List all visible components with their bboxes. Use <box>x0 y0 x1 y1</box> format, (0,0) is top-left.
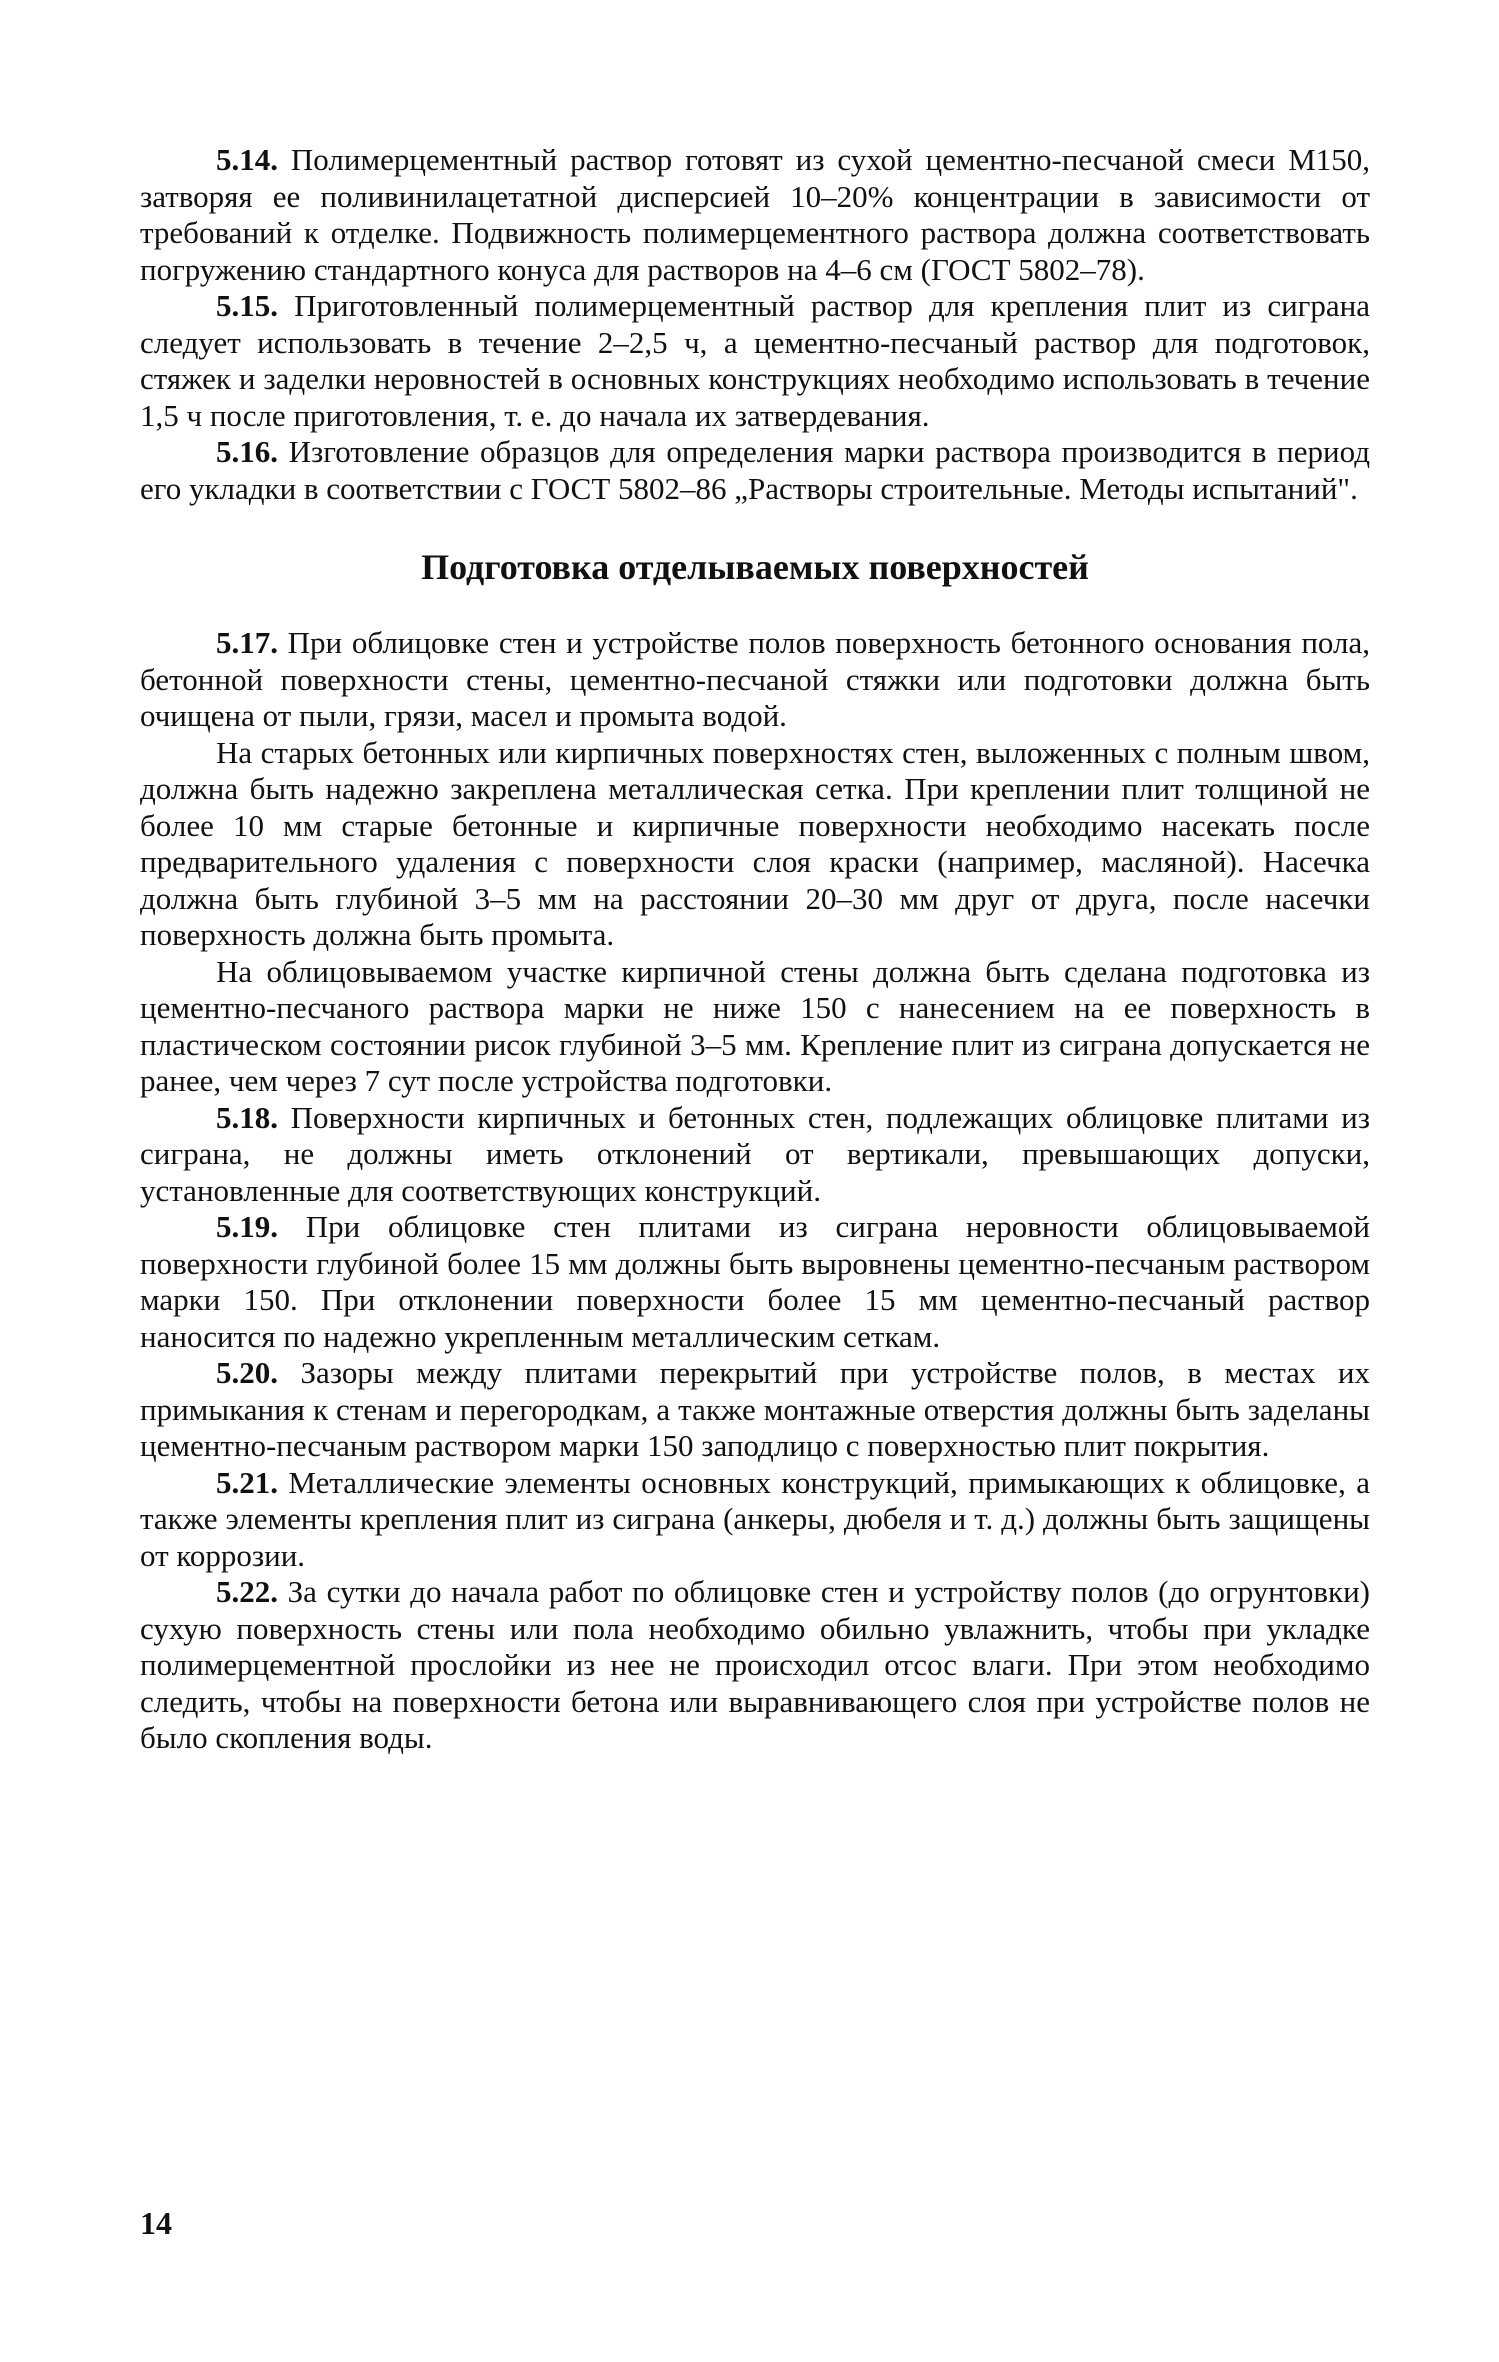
paragraph-5-18 <box>140 1100 1370 1210</box>
paragraph-number: 5.18. <box>216 1099 278 1135</box>
paragraph-5-17 <box>140 625 1370 735</box>
paragraph-text: Зазоры между плитами перекрытий при устройстве полов, в местах их примыкания к стенам и перегородкам, а также монтажные отверстия должны быть заделаны цементно-песчаным раствором марки 150 заподлицо с поверхностью плит покрытия. <box>140 1355 1370 1463</box>
paragraph-5-21 <box>140 1465 1370 1575</box>
paragraph-text: Поверхности кирпичных и бетонных стен, подлежащих облицовке плитами из сиграна, не должны иметь отклонений от вертикали, превышающих допуски, установленные для соответствующих конструкций. <box>140 1099 1371 1208</box>
paragraph-text: За сутки до начала работ по облицовке стен и устройству полов (до огрунтовки) сухую поверхность стены или пола необходимо обильно увлажнить, чтобы при укладке полимерцементной прослойки из нее не происходил отсос влаги. При этом необходимо следить, чтобы на поверхности бетона или выравнивающего слоя при устройстве полов не было скопления воды. <box>140 1574 1371 1755</box>
paragraph-text: Полимерцементный раствор готовят из сухой цементно-песчаной смеси М150, затворяя ее поливинилацетатной дисперсией 10–20% концентрации в зависимости от требований к отделке. Подвижность полимерцементного раствора должна соответствовать погружению стандартного конуса для растворов на 4–6 см (ГОСТ 5802–78). <box>140 142 1371 287</box>
page-body <box>140 142 1370 1757</box>
paragraph-5-16 <box>140 434 1370 507</box>
paragraph-number: 5.22. <box>216 1574 278 1609</box>
paragraph-number: 5.15. <box>216 288 278 323</box>
paragraph-5-17-brick-wall <box>140 954 1370 1100</box>
paragraph-5-19 <box>140 1209 1370 1355</box>
paragraph-5-14 <box>140 142 1370 288</box>
paragraph-text: Приготовленный полимерцементный раствор для крепления плит из сиграна следует использовать в течение 2–2,5 ч, а цементно-песчаный раствор для подготовок, стяжек и заделки неровностей в основных конструкциях необходимо использовать в течение 1,5 ч после приготовления, т. е. до начала их затвердевания. <box>140 288 1371 433</box>
paragraph-5-17-old-surfaces <box>140 735 1370 954</box>
paragraph-text: Металлические элементы основных конструкций, примыкающих к облицовке, а также элементы крепления плит из сиграна (анкеры, дюбеля и т. д.) должны быть защищены от коррозии. <box>140 1464 1370 1573</box>
paragraph-text: Изготовление образцов для определения марки раствора производится в период его укладки в соответствии с ГОСТ 5802–86 „Растворы строительные. Методы испытаний". <box>140 434 1370 506</box>
paragraph-number: 5.19. <box>216 1209 278 1244</box>
paragraph-number: 5.16. <box>216 434 278 469</box>
paragraph-number: 5.20. <box>216 1355 278 1390</box>
paragraph-5-20 <box>140 1355 1370 1465</box>
paragraph-5-22 <box>140 1574 1370 1757</box>
paragraph-text: На старых бетонных или кирпичных поверхностях стен, выложенных с полным швом, должна быть надежно закреплена металлическая сетка. При креплении плит толщиной не более 10 мм старые бетонные и кирпичные поверхности необходимо насекать после предварительного удаления с поверхности слоя краски (например, масляной). Насечка должна быть глубиной 3–5 мм на расстоянии 20–30 мм друг от друга, после насечки поверхность должна быть промыта. <box>140 734 1370 952</box>
paragraph-number: 5.14. <box>216 142 278 177</box>
page-number: 14 <box>140 2205 172 2241</box>
paragraph-text: При облицовке стен плитами из сиграна неровности облицовываемой поверхности глубиной более 15 мм должны быть выровнены цементно-песчаным раствором марки 150. При отклонении поверхности более 15 мм цементно-песчаный раствор наносится по надежно укрепленным металлическим сеткам. <box>140 1209 1370 1354</box>
paragraph-5-15 <box>140 288 1370 434</box>
paragraph-number: 5.21. <box>216 1464 278 1500</box>
section-heading: Подготовка отделываемых поверхностей <box>421 547 1089 587</box>
paragraph-number: 5.17. <box>216 625 278 660</box>
paragraph-text: На облицовываемом участке кирпичной стены должна быть сделана подготовка из цементно-песчаного раствора марки не ниже 150 с нанесением на ее поверхность в пластическом состоянии рисок глубиной 3–5 мм. Крепление плит из сиграна допускается не ранее, чем через 7 сут после устройства подготовки. <box>140 953 1370 1098</box>
paragraph-text: При облицовке стен и устройстве полов поверхность бетонного основания пола, бетонной поверхности стены, цементно-песчаной стяжки или подготовки должна быть очищена от пыли, грязи, масел и промыта водой. <box>140 625 1370 733</box>
